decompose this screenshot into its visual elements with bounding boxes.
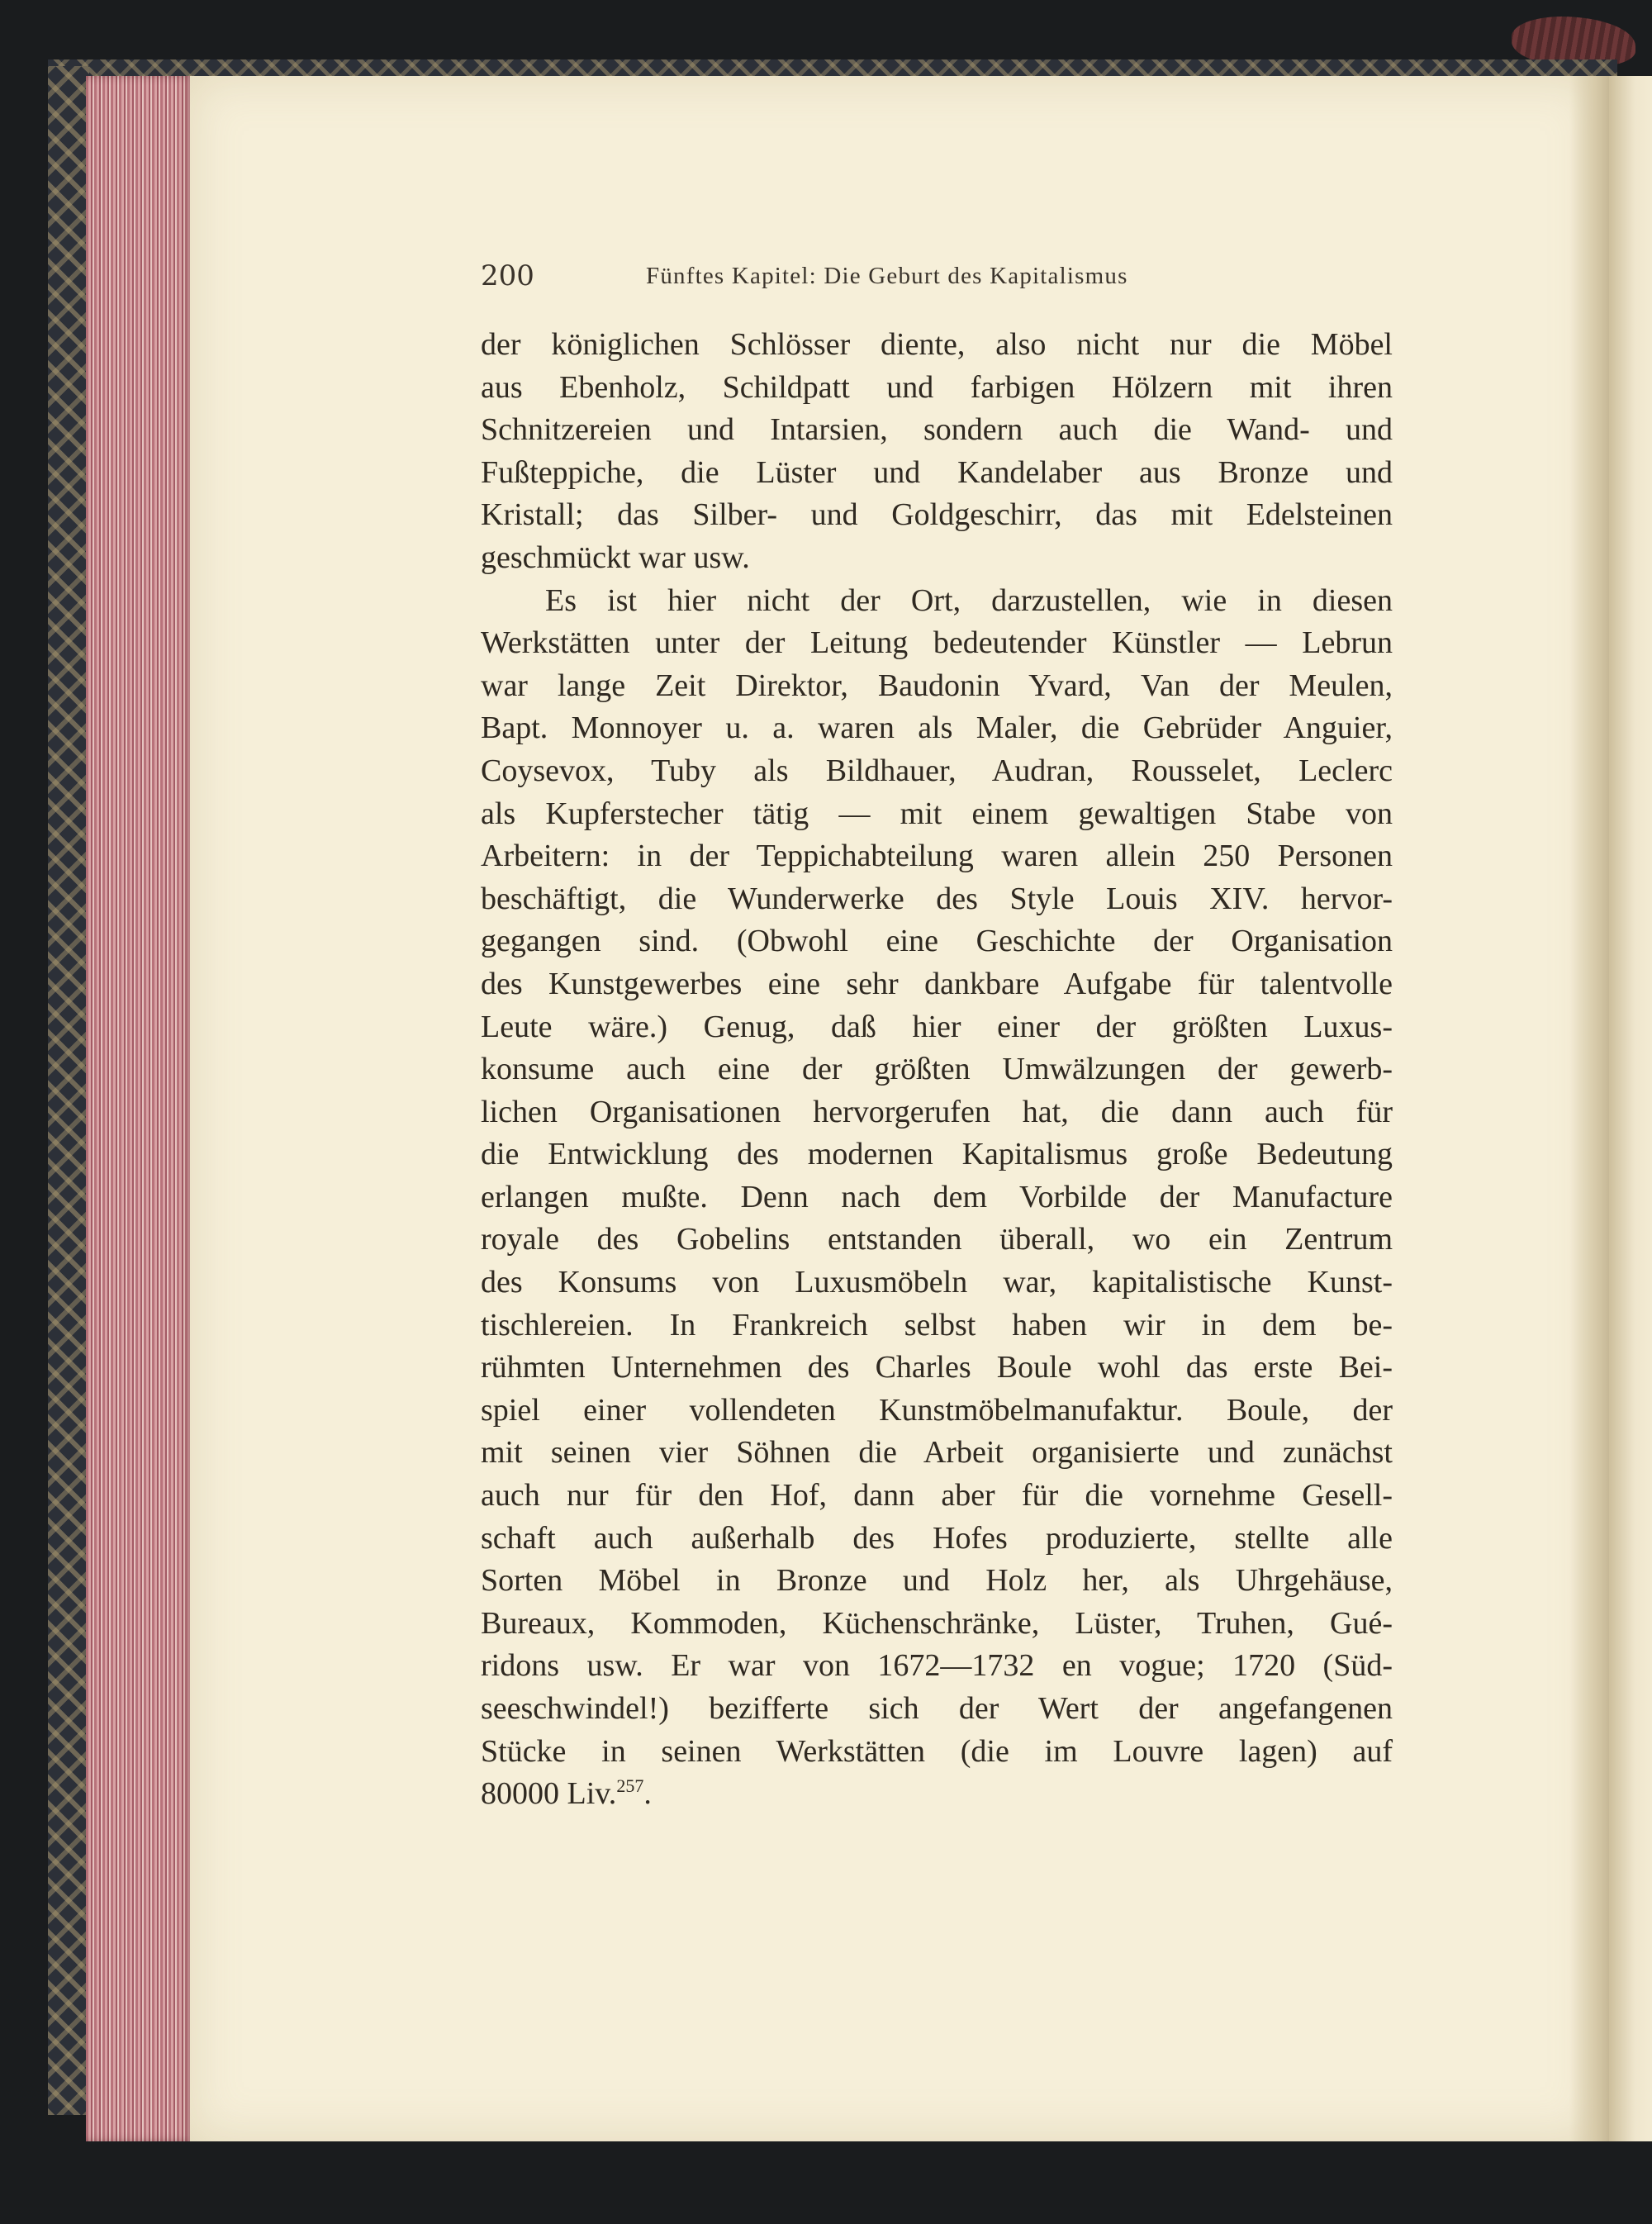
text-line: beschäftigt, die Wunderwerke des Style Louis XIV. hervor- [481,881,1393,916]
text-line: Coysevox, Tuby als Bildhauer, Audran, Rousselet, Leclerc [481,753,1393,788]
text-line: geschmückt war usw. [481,539,750,575]
text-line: Bapt. Monnoyer u. a. waren als Maler, die Gebrüder Anguier, [481,710,1393,746]
text-line: rühmten Unternehmen des Charles Boule wohl das erste Bei- [481,1350,1393,1385]
text-line: Sorten Möbel in Bronze und Holz her, als Uhrgehäuse, [481,1563,1393,1599]
text-line: konsume auch eine der größten Umwälzungen der gewerb- [481,1052,1393,1087]
text-line: war lange Zeit Direktor, Baudonin Yvard, Van der Meulen, [481,668,1393,703]
text-line: auch nur für den Hof, dann aber für die vornehme Gesell- [481,1478,1393,1514]
text-line: des Konsums von Luxusmöbeln war, kapitalistische Kunst- [481,1265,1393,1300]
facing-page-edge [1609,76,1652,2141]
book-cover-spine [48,66,89,2115]
text-line: gegangen sind. (Obwohl eine Geschichte der Organisation [481,924,1393,959]
text-line: Bureaux, Kommoden, Küchenschränke, Lüster, Truhen, Gué- [481,1605,1393,1641]
text-line: royale des Gobelins entstanden überall, wo ein Zentrum [481,1222,1393,1257]
text-line: Schnitzereien und Intarsien, sondern auch die Wand- und [481,412,1393,448]
text-line: Stücke in seinen Werkstätten (die im Louvre lagen) auf [481,1733,1393,1769]
text-line: aus Ebenholz, Schildpatt und farbigen Hölzern mit ihren [481,369,1393,405]
final-line-period: . [643,1776,652,1812]
final-line-text: 80000 Liv. [481,1776,617,1812]
page-number: 200 [481,259,534,292]
text-line: Leute wäre.) Genug, daß hier einer der größten Luxus- [481,1009,1393,1044]
text-line: spiel einer vollendeten Kunstmöbelmanufaktur. Boule, der [481,1392,1393,1428]
text-line: des Kunstgewerbes eine sehr dankbare Aufgabe für talentvolle [481,966,1393,1001]
text-line: erlangen mußte. Denn nach dem Vorbilde der Manufacture [481,1179,1393,1214]
text-line: tischlereien. In Frankreich selbst haben wir in dem be- [481,1307,1393,1342]
page-edges [86,76,193,2141]
body-text [481,324,1393,1816]
text-line: schaft auch außerhalb des Hofes produzierte, stellte alle [481,1520,1393,1556]
text-line: mit seinen vier Söhnen die Arbeit organisierte und zunächst [481,1435,1393,1471]
bookmark-ribbon [1512,17,1635,66]
text-line: ridons usw. Er war von 1672—1732 en vogue; 1720 (Süd- [481,1648,1393,1684]
text-line: die Entwicklung des modernen Kapitalismus große Bedeutung [481,1137,1393,1172]
text-line: lichen Organisationen hervorgerufen hat, die dann auch für [481,1094,1393,1129]
final-text-line [481,1773,1393,1816]
text-line: Kristall; das Silber- und Goldgeschirr, das mit Edelsteinen [481,497,1393,533]
text-line: Werkstätten unter der Leitung bedeutender Künstler — Lebrun [481,625,1393,661]
text-line: Arbeitern: in der Teppichabteilung waren allein 250 Personen [481,839,1393,874]
page-header [481,259,1389,301]
text-line: Es ist hier nicht der Ort, darzustellen, wie in diesen [545,582,1393,618]
running-head: Fünftes Kapitel: Die Geburt des Kapitalismus [646,263,1128,289]
text-line: der königlichen Schlösser diente, also nicht nur die Möbel [481,327,1393,362]
text-line: als Kupferstecher tätig — mit einem gewaltigen Stabe von [481,796,1393,831]
text-line: Fußteppiche, die Lüster und Kandelaber aus Bronze und [481,454,1393,490]
book-cover-top-edge [48,59,1617,78]
footnote-reference: 257 [616,1775,644,1797]
text-line: seeschwindel!) bezifferte sich der Wert der angefangenen [481,1691,1393,1726]
